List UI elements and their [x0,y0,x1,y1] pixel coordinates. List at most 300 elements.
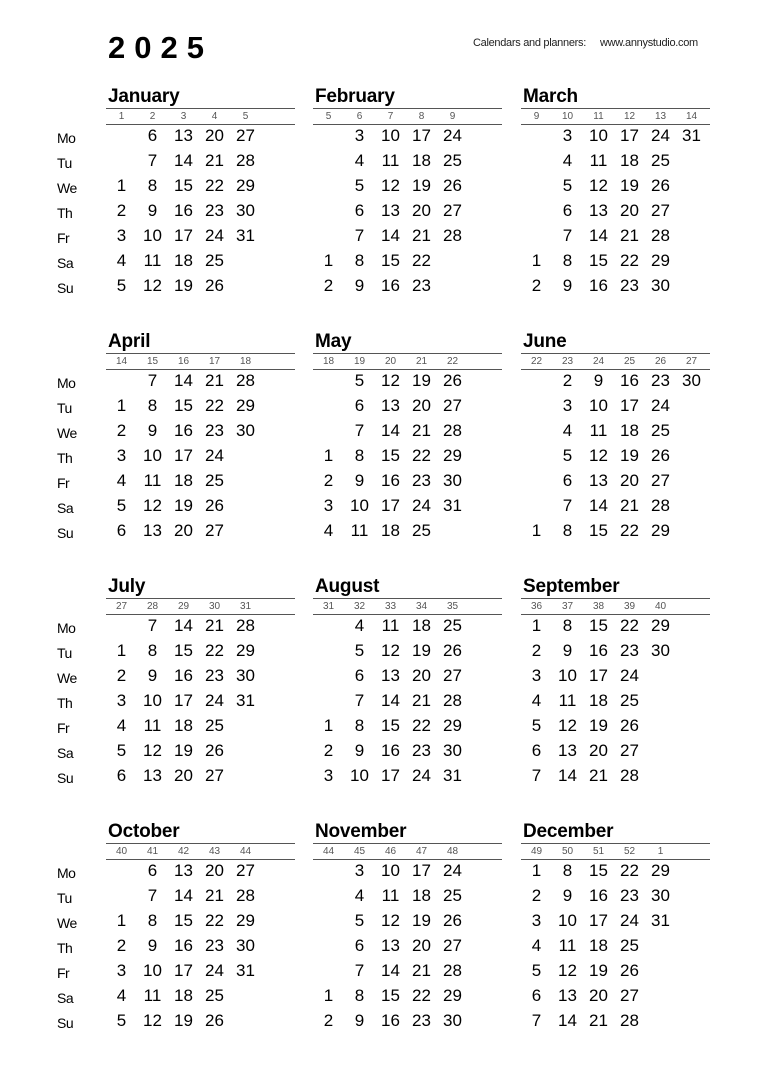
month-october [106,821,295,1030]
day-cell [230,446,261,466]
year-title: 2025 [108,30,213,65]
day-cell [676,396,707,416]
day-cell: 9 [562,886,573,905]
week-number: 15 [146,356,159,367]
day-cell: 3 [354,861,365,880]
day-cell: 1 [116,911,127,930]
day-cell: 4 [562,421,573,440]
day-cell [676,226,707,246]
day-cell: 6 [354,396,365,415]
day-cell: 1 [323,251,334,270]
day-cell: 8 [354,716,365,735]
day-cell: 21 [412,421,431,440]
day-cell: 2 [323,741,334,760]
day-cell: 22 [205,641,224,660]
month-title: October [108,821,180,842]
weekday-label: Th [57,940,73,956]
day-cell: 11 [381,886,400,905]
day-cell: 22 [412,986,431,1005]
day-cell: 31 [443,766,462,785]
day-cell: 9 [147,936,158,955]
week-number: 1 [118,111,125,122]
day-cell: 25 [443,151,462,170]
day-cell: 29 [651,251,670,270]
day-cell: 2 [323,276,334,295]
day-cell: 1 [531,251,542,270]
day-cell: 24 [620,666,639,685]
day-cell: 6 [562,471,573,490]
day-cell: 3 [562,396,573,415]
month-title: June [523,331,567,352]
day-cell [230,986,261,1006]
day-cell: 14 [174,616,193,635]
day-cell: 11 [143,986,162,1005]
day-cell: 15 [381,716,400,735]
day-cell: 5 [354,911,365,930]
day-cell: 25 [205,471,224,490]
day-cell: 20 [589,986,608,1005]
day-cell: 20 [174,521,193,540]
week-number: 22 [446,356,459,367]
day-cell: 6 [354,666,365,685]
week-numbers [521,354,710,369]
week-number: 9 [449,111,456,122]
day-cell [645,741,676,761]
day-cell [106,371,137,391]
week-number: 42 [177,846,190,857]
day-cell: 15 [589,616,608,635]
day-cell: 12 [381,641,400,660]
weekday-label: We [57,670,77,686]
day-cell: 16 [589,276,608,295]
day-cell: 17 [620,126,639,145]
day-cell: 9 [562,276,573,295]
day-cell [313,886,344,906]
day-cell: 27 [620,741,639,760]
week-number: 12 [623,111,636,122]
day-cell [230,766,261,786]
week-numbers [521,599,710,614]
day-cell: 29 [236,911,255,930]
day-cell: 2 [116,421,127,440]
day-cell: 31 [236,691,255,710]
week-number: 4 [211,111,218,122]
week-numbers [313,844,502,859]
divider [521,124,710,125]
month-july [106,576,295,785]
week-number: 1 [657,846,664,857]
month-april [106,331,295,540]
day-cell: 2 [531,886,542,905]
day-cell [676,446,707,466]
day-cell [676,176,707,196]
month-title: February [315,86,395,107]
day-cell: 26 [620,716,639,735]
week-number: 14 [115,356,128,367]
day-cell: 26 [651,176,670,195]
day-cell: 24 [443,126,462,145]
month-january [106,86,295,295]
day-cell [645,716,676,736]
divider [106,124,295,125]
day-cell: 23 [205,936,224,955]
day-cell: 23 [620,641,639,660]
day-cell [313,126,344,146]
day-cell: 21 [205,371,224,390]
day-cell: 22 [620,616,639,635]
day-cell: 10 [143,691,162,710]
day-cell: 8 [562,521,573,540]
day-cell: 20 [412,201,431,220]
day-cell: 21 [412,961,431,980]
weekday-label: Tu [57,645,72,661]
week-number: 9 [533,111,540,122]
day-cell: 15 [174,176,193,195]
day-cell: 3 [531,666,542,685]
weekday-label: Mo [57,375,76,391]
weekday-label: Su [57,770,74,786]
day-cell: 17 [412,126,431,145]
day-cell: 1 [323,986,334,1005]
day-cell: 3 [562,126,573,145]
day-cell [313,641,344,661]
day-cell: 31 [682,126,701,145]
day-cell [313,396,344,416]
day-cell: 20 [412,666,431,685]
day-cell: 17 [174,446,193,465]
day-cell: 1 [531,616,542,635]
divider [521,859,710,860]
day-cell: 28 [443,691,462,710]
day-cell: 5 [531,961,542,980]
divider [313,124,502,125]
week-number: 39 [623,601,636,612]
weekday-label: Sa [57,500,74,516]
weekday-label: We [57,180,77,196]
month-title: March [523,86,578,107]
day-cell: 24 [651,396,670,415]
day-cell: 30 [651,641,670,660]
day-cell [313,371,344,391]
day-cell: 21 [205,616,224,635]
day-cell: 22 [412,251,431,270]
day-cell: 21 [205,886,224,905]
day-cell: 6 [354,201,365,220]
day-cell [437,276,468,296]
day-cell: 19 [589,716,608,735]
day-cell: 31 [236,961,255,980]
day-cell [437,521,468,541]
day-cell: 24 [205,691,224,710]
month-august [313,576,502,785]
day-cell: 4 [354,151,365,170]
day-cell: 25 [620,936,639,955]
day-cell: 30 [236,421,255,440]
day-cell: 19 [412,371,431,390]
weekday-label: Th [57,205,73,221]
day-cell [676,521,707,541]
day-cell [313,861,344,881]
day-cell: 5 [562,176,573,195]
day-cell [313,226,344,246]
day-cell [313,616,344,636]
week-number: 14 [685,111,698,122]
day-cell: 20 [620,201,639,220]
day-cell [313,961,344,981]
day-cell [645,666,676,686]
day-cell [521,421,552,441]
day-cell: 19 [174,741,193,760]
day-cell [521,371,552,391]
day-cell: 27 [443,666,462,685]
day-cell: 9 [147,201,158,220]
week-number: 18 [322,356,335,367]
day-cell: 12 [381,371,400,390]
day-cell: 4 [116,986,127,1005]
day-cell: 29 [236,176,255,195]
day-cell: 20 [412,396,431,415]
day-cell: 8 [147,396,158,415]
day-cell: 28 [651,226,670,245]
day-cell: 20 [205,126,224,145]
day-cell: 11 [143,471,162,490]
divider [106,614,295,615]
day-cell: 12 [381,176,400,195]
day-cell: 26 [205,741,224,760]
day-cell: 19 [620,176,639,195]
day-cell: 12 [589,176,608,195]
week-numbers [313,109,502,124]
day-cell: 29 [651,861,670,880]
day-cell [645,766,676,786]
weekday-label: We [57,915,77,931]
day-cell [230,251,261,271]
day-cell: 19 [174,276,193,295]
day-cell: 27 [443,396,462,415]
day-cell: 4 [354,616,365,635]
week-number: 29 [177,601,190,612]
day-cell: 14 [381,961,400,980]
week-number: 47 [415,846,428,857]
week-number: 30 [208,601,221,612]
day-cell: 7 [354,961,365,980]
day-cell: 10 [381,126,400,145]
day-cell: 5 [531,716,542,735]
day-cell: 21 [412,226,431,245]
day-cell: 13 [143,521,162,540]
day-cell: 3 [116,691,127,710]
week-numbers [106,599,295,614]
day-cell: 10 [558,666,577,685]
day-cell: 18 [620,421,639,440]
day-cell: 28 [651,496,670,515]
day-cell: 5 [116,741,127,760]
day-cell [313,691,344,711]
week-numbers [313,354,502,369]
day-cell: 27 [651,471,670,490]
week-number: 32 [353,601,366,612]
day-cell: 27 [651,201,670,220]
month-title: August [315,576,380,597]
day-cell: 22 [412,446,431,465]
day-cell: 29 [443,446,462,465]
day-cell [521,201,552,221]
day-cell: 13 [381,936,400,955]
day-cell: 1 [116,641,127,660]
week-numbers [106,844,295,859]
day-cell: 24 [443,861,462,880]
weekday-label: Sa [57,990,74,1006]
day-cell: 28 [443,421,462,440]
day-cell: 6 [354,936,365,955]
day-cell: 7 [147,616,158,635]
day-cell: 23 [412,741,431,760]
day-cell: 5 [116,496,127,515]
weekday-label: Th [57,450,73,466]
day-cell: 6 [531,986,542,1005]
day-cell: 16 [174,201,193,220]
day-cell: 5 [116,1011,127,1030]
day-cell [521,126,552,146]
day-cell [230,471,261,491]
day-cell: 20 [412,936,431,955]
day-cell: 26 [443,911,462,930]
day-cell: 26 [620,961,639,980]
day-cell [645,961,676,981]
day-cell [645,936,676,956]
month-title: September [523,576,620,597]
day-cell: 27 [443,936,462,955]
day-cell: 3 [323,766,334,785]
day-cell: 29 [651,521,670,540]
day-cell: 2 [323,1011,334,1030]
week-number: 50 [561,846,574,857]
credit-url-link[interactable]: www.annystudio.com [599,37,698,49]
day-cell: 14 [174,886,193,905]
day-cell [230,716,261,736]
divider [106,369,295,370]
day-cell: 22 [620,521,639,540]
week-number: 49 [530,846,543,857]
week-number: 2 [149,111,156,122]
day-cell: 4 [323,521,334,540]
day-cell: 24 [205,226,224,245]
day-cell: 1 [116,176,127,195]
day-cell: 27 [205,766,224,785]
week-number: 8 [418,111,425,122]
day-cell: 11 [350,521,369,540]
day-cell [521,226,552,246]
month-june [521,331,710,540]
day-cell: 17 [589,911,608,930]
day-cell: 4 [116,471,127,490]
weekday-label: Fr [57,720,70,736]
week-number: 19 [353,356,366,367]
day-cell: 14 [174,151,193,170]
day-cell: 17 [589,666,608,685]
day-cell: 1 [531,521,542,540]
day-cell: 25 [443,616,462,635]
day-cell: 30 [236,936,255,955]
day-cell: 16 [620,371,639,390]
day-cell: 6 [147,861,158,880]
day-cell: 19 [620,446,639,465]
day-cell [521,151,552,171]
week-number: 44 [239,846,252,857]
day-cell: 20 [589,741,608,760]
day-cell: 20 [205,861,224,880]
day-cell: 6 [562,201,573,220]
day-cell: 28 [236,616,255,635]
weekday-label: Sa [57,255,74,271]
week-number: 31 [239,601,252,612]
day-cell: 30 [236,666,255,685]
day-cell: 8 [562,616,573,635]
week-number: 22 [530,356,543,367]
day-cell [230,1011,261,1031]
week-numbers [521,844,710,859]
day-cell: 14 [381,691,400,710]
week-number: 28 [146,601,159,612]
week-numbers [521,109,710,124]
day-cell: 9 [593,371,604,390]
day-cell [313,176,344,196]
day-cell [230,741,261,761]
day-cell: 8 [562,861,573,880]
day-cell: 15 [174,396,193,415]
day-cell: 25 [205,716,224,735]
day-cell: 2 [116,666,127,685]
day-cell: 11 [143,716,162,735]
day-cell: 31 [236,226,255,245]
day-cell: 1 [323,716,334,735]
divider [313,369,502,370]
divider [521,369,710,370]
day-cell [521,176,552,196]
day-cell: 14 [381,226,400,245]
day-cell: 18 [412,151,431,170]
day-cell: 30 [443,471,462,490]
day-cell: 8 [354,986,365,1005]
day-cell: 19 [589,961,608,980]
day-cell: 28 [443,226,462,245]
day-cell: 13 [381,396,400,415]
day-cell: 9 [354,741,365,760]
day-cell: 25 [651,151,670,170]
week-number: 36 [530,601,543,612]
day-cell [676,421,707,441]
month-december [521,821,710,1030]
day-cell: 10 [350,766,369,785]
day-cell: 7 [562,496,573,515]
month-title: December [523,821,614,842]
day-cell: 8 [147,911,158,930]
day-cell: 17 [174,961,193,980]
day-cell: 17 [381,766,400,785]
day-cell: 30 [651,886,670,905]
weekday-label: Mo [57,620,76,636]
day-cell [230,521,261,541]
day-cell: 27 [236,861,255,880]
week-number: 18 [239,356,252,367]
month-title: May [315,331,352,352]
day-cell: 21 [589,1011,608,1030]
day-cell: 28 [236,886,255,905]
day-cell: 20 [174,766,193,785]
day-cell: 15 [589,521,608,540]
day-cell: 23 [412,276,431,295]
week-number: 41 [146,846,159,857]
